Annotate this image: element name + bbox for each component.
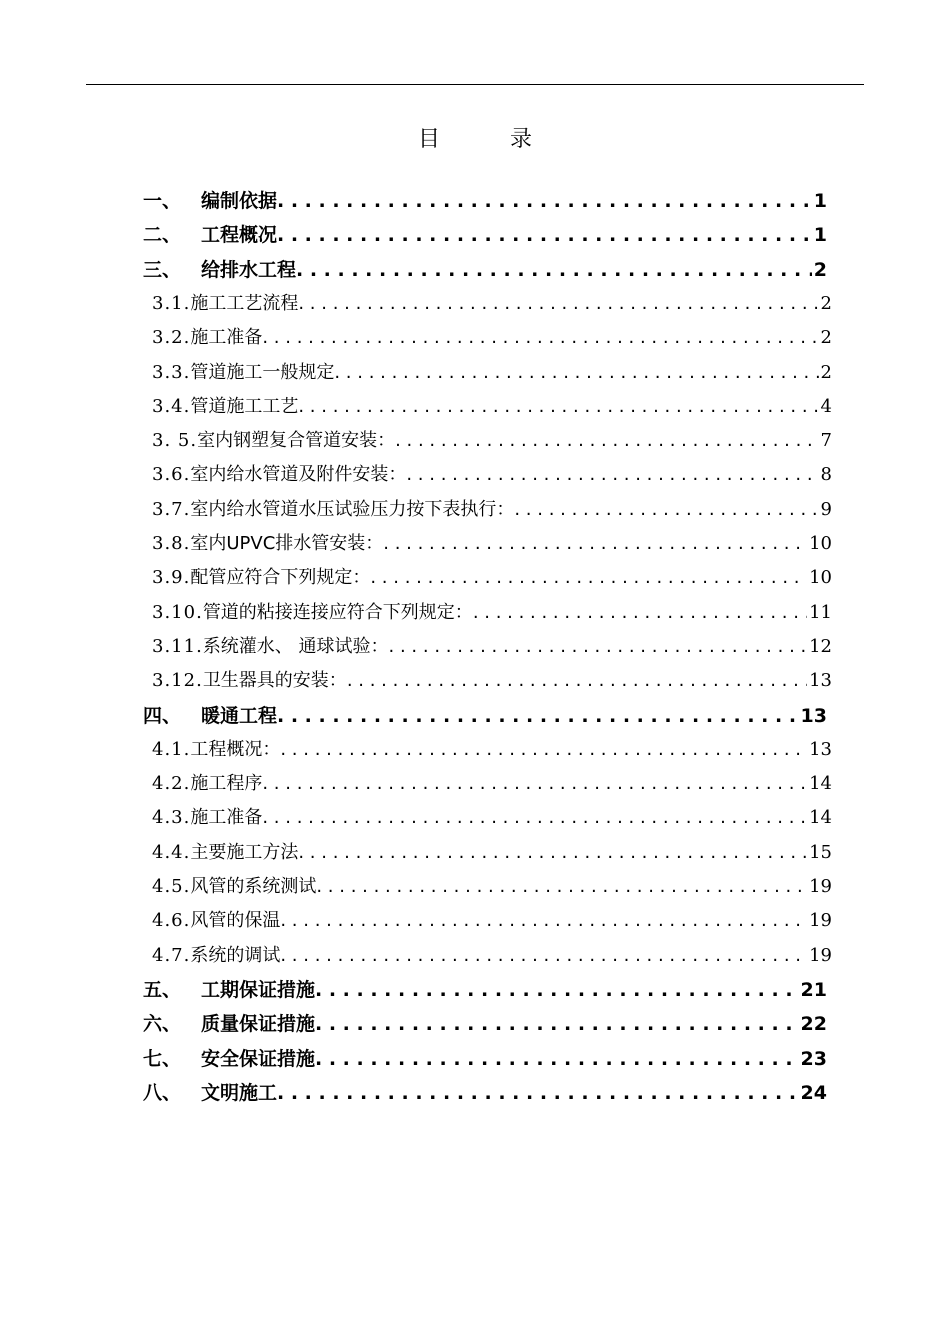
toc-entry-number: 二、 bbox=[143, 224, 182, 247]
toc-entry-title: 管道的粘接连接应符合下列规定： bbox=[202, 601, 473, 623]
toc-entry-number: 八、 bbox=[143, 1081, 182, 1104]
toc-dot-leader bbox=[473, 602, 807, 623]
toc-dot-leader bbox=[296, 259, 812, 281]
toc-entry-number: 一、 bbox=[143, 190, 182, 212]
toc-page-number: 7 bbox=[820, 430, 832, 452]
toc-entry-section[interactable] bbox=[152, 872, 832, 898]
toc-entry-number: 3.4. bbox=[152, 395, 191, 417]
toc-entry-number: 3. 5. bbox=[152, 430, 198, 452]
toc-page-number: 10 bbox=[809, 567, 832, 589]
header-rule bbox=[86, 84, 864, 85]
toc-entry-number: 七、 bbox=[143, 1047, 182, 1070]
toc-entry-title: 施工程序 bbox=[190, 773, 263, 795]
toc-entry-number: 4.2. bbox=[152, 773, 191, 795]
toc-entry-title: 室内给水管道及附件安装： bbox=[190, 464, 407, 486]
toc-page-number: 4 bbox=[820, 395, 832, 417]
toc-dot-leader bbox=[389, 636, 808, 657]
toc-dot-leader bbox=[298, 396, 818, 417]
toc-entry-number: 4.4. bbox=[152, 841, 191, 863]
toc-entry-number: 3.12. bbox=[152, 670, 203, 692]
toc-entry-title: 室内给水管道水压试验压力按下表执行： bbox=[190, 498, 515, 520]
toc-page-number: 10 bbox=[809, 533, 832, 554]
toc-entry-section[interactable] bbox=[152, 769, 832, 795]
toc-entry-number: 3.10. bbox=[152, 601, 203, 623]
toc-page-number: 8 bbox=[820, 464, 832, 486]
toc-page-number: 24 bbox=[800, 1081, 827, 1104]
toc-entry-title: 文明施工 bbox=[201, 1081, 278, 1104]
toc-dot-leader bbox=[277, 705, 799, 727]
toc-page-number: 14 bbox=[809, 807, 832, 829]
toc-page-number: 13 bbox=[809, 670, 832, 692]
toc-page-number: 13 bbox=[800, 704, 827, 727]
toc-dot-leader bbox=[383, 533, 807, 554]
toc-entry-number: 三、 bbox=[143, 258, 182, 281]
toc-entry-section[interactable] bbox=[152, 392, 832, 418]
toc-entry-title: 风管的保温 bbox=[190, 910, 281, 932]
toc-entry-section[interactable] bbox=[152, 426, 832, 452]
toc-entry-title: 风管的系统测试 bbox=[190, 876, 317, 897]
toc-entry-title: 室内钢塑复合管道安装： bbox=[197, 430, 396, 452]
toc-entry-title: 给排水工程 bbox=[201, 258, 297, 281]
toc-dot-leader bbox=[277, 1082, 799, 1104]
toc-entry-section[interactable] bbox=[152, 941, 832, 967]
toc-entry-title: 施工准备 bbox=[190, 807, 263, 829]
toc-entry-number: 3.9. bbox=[152, 567, 191, 589]
toc-entry-title: 施工准备 bbox=[190, 327, 263, 349]
page-title bbox=[0, 122, 950, 153]
toc-dot-leader bbox=[347, 670, 807, 691]
toc-entry-number: 五、 bbox=[143, 978, 182, 1001]
toc-entry-title: 系统灌水、 通球试验： bbox=[202, 635, 389, 657]
toc-page-number: 19 bbox=[809, 910, 832, 932]
toc-dot-leader bbox=[262, 807, 807, 828]
toc-page-number: 1 bbox=[813, 224, 827, 247]
toc-page-number: 2 bbox=[820, 327, 832, 349]
toc-entry-number: 3.3. bbox=[152, 361, 191, 383]
toc-dot-leader bbox=[262, 773, 807, 794]
toc-entry-section[interactable] bbox=[152, 735, 832, 761]
toc-entry-section[interactable] bbox=[152, 906, 832, 932]
toc-entry-section[interactable] bbox=[152, 563, 832, 589]
toc-entry-section[interactable] bbox=[152, 598, 832, 624]
toc-entry-section[interactable] bbox=[152, 289, 832, 315]
toc-entry-title: 质量保证措施 bbox=[201, 1013, 316, 1036]
toc-entry-section[interactable] bbox=[152, 666, 832, 692]
toc-entry-number: 四、 bbox=[143, 704, 182, 727]
toc-entry-section[interactable] bbox=[152, 323, 832, 349]
toc-page-number: 2 bbox=[820, 292, 832, 314]
toc-dot-leader bbox=[262, 327, 818, 348]
toc-dot-leader bbox=[406, 464, 818, 485]
toc-dot-leader bbox=[315, 1048, 799, 1070]
toc-entry-number: 4.7. bbox=[152, 944, 191, 966]
title-char-2: 录 bbox=[510, 127, 533, 152]
toc-entry-title: 编制依据 bbox=[201, 190, 278, 212]
toc-entry-title: 暖通工程 bbox=[201, 704, 278, 727]
toc-entry-number: 4.1. bbox=[152, 738, 191, 760]
toc-page-number: 19 bbox=[809, 876, 832, 897]
toc-dot-leader bbox=[298, 293, 818, 314]
toc-dot-leader bbox=[370, 567, 807, 588]
toc-entry-section[interactable] bbox=[152, 632, 832, 658]
toc-entry-title: 主要施工方法 bbox=[190, 841, 299, 863]
toc-page-number: 12 bbox=[809, 635, 832, 657]
toc-entry-number: 3.7. bbox=[152, 498, 191, 520]
toc-entry-chapter[interactable] bbox=[143, 255, 827, 282]
toc-entry-title: 室内UPVC排水管安装： bbox=[190, 533, 384, 554]
toc-page-number: 2 bbox=[820, 361, 832, 383]
toc-entry-number: 六、 bbox=[143, 1013, 182, 1036]
toc-entry-title: 管道施工工艺 bbox=[190, 395, 299, 417]
toc-page-number: 2 bbox=[813, 258, 827, 281]
toc-dot-leader bbox=[315, 1013, 799, 1035]
toc-entry-number: 4.5. bbox=[152, 876, 191, 897]
toc-entry-chapter[interactable] bbox=[143, 220, 827, 247]
toc-entry-title: 施工工艺流程 bbox=[190, 292, 299, 314]
toc-page-number: 21 bbox=[800, 978, 827, 1001]
toc-entry-title: 配管应符合下列规定： bbox=[190, 567, 371, 589]
toc-page-number: 13 bbox=[809, 738, 832, 760]
toc-page-number: 23 bbox=[800, 1047, 827, 1070]
toc-entry-section[interactable] bbox=[152, 529, 832, 555]
toc-dot-leader bbox=[334, 362, 818, 383]
toc-dot-leader bbox=[277, 224, 812, 246]
toc-dot-leader bbox=[298, 842, 807, 863]
toc-entry-section[interactable] bbox=[152, 460, 832, 486]
title-char-1: 目 bbox=[417, 127, 440, 152]
toc-dot-leader bbox=[280, 910, 807, 931]
toc-dot-leader bbox=[280, 739, 807, 760]
toc-page-number: 1 bbox=[813, 190, 827, 212]
toc-entry-number: 3.8. bbox=[152, 533, 191, 554]
toc-entry-title: 卫生器具的安装： bbox=[202, 670, 347, 692]
toc-entry-chapter[interactable] bbox=[143, 975, 827, 1002]
toc-entry-section[interactable] bbox=[152, 803, 832, 829]
toc-dot-leader bbox=[280, 945, 807, 966]
toc-entry-section[interactable] bbox=[152, 495, 832, 521]
toc-entry-title: 系统的调试 bbox=[190, 944, 281, 966]
toc-entry-number: 3.6. bbox=[152, 464, 191, 486]
toc-page-number: 11 bbox=[809, 601, 832, 623]
toc-entry-chapter[interactable] bbox=[143, 1044, 827, 1071]
toc-page-number: 19 bbox=[809, 944, 832, 966]
toc-dot-leader bbox=[315, 979, 799, 1001]
toc-entry-number: 4.6. bbox=[152, 910, 191, 932]
toc-entry-section[interactable] bbox=[152, 358, 832, 384]
toc-entry-chapter[interactable] bbox=[143, 186, 827, 213]
toc-entry-number: 3.2. bbox=[152, 327, 191, 349]
toc-entry-title: 管道施工一般规定 bbox=[190, 361, 335, 383]
toc-entry-section[interactable] bbox=[152, 838, 832, 864]
toc-entry-title: 工期保证措施 bbox=[201, 978, 316, 1001]
toc-dot-leader bbox=[395, 430, 818, 451]
toc-entry-chapter[interactable] bbox=[143, 701, 827, 728]
toc-page-number: 9 bbox=[820, 498, 832, 520]
toc-dot-leader bbox=[514, 499, 818, 520]
toc-entry-title: 工程概况： bbox=[190, 738, 281, 760]
toc-entry-title: 工程概况 bbox=[201, 224, 278, 247]
toc-entry-chapter[interactable] bbox=[143, 1009, 827, 1036]
toc-dot-leader bbox=[316, 876, 807, 897]
toc-entry-number: 4.3. bbox=[152, 807, 191, 829]
toc-page-number: 22 bbox=[800, 1013, 827, 1036]
toc-dot-leader bbox=[277, 190, 812, 212]
toc-entry-number: 3.1. bbox=[152, 292, 191, 314]
toc-entry-number: 3.11. bbox=[152, 635, 203, 657]
toc-entry-chapter[interactable] bbox=[143, 1078, 827, 1105]
toc-page-number: 15 bbox=[809, 841, 832, 863]
toc-entry-title: 安全保证措施 bbox=[201, 1047, 316, 1070]
toc-page-number: 14 bbox=[809, 773, 832, 795]
